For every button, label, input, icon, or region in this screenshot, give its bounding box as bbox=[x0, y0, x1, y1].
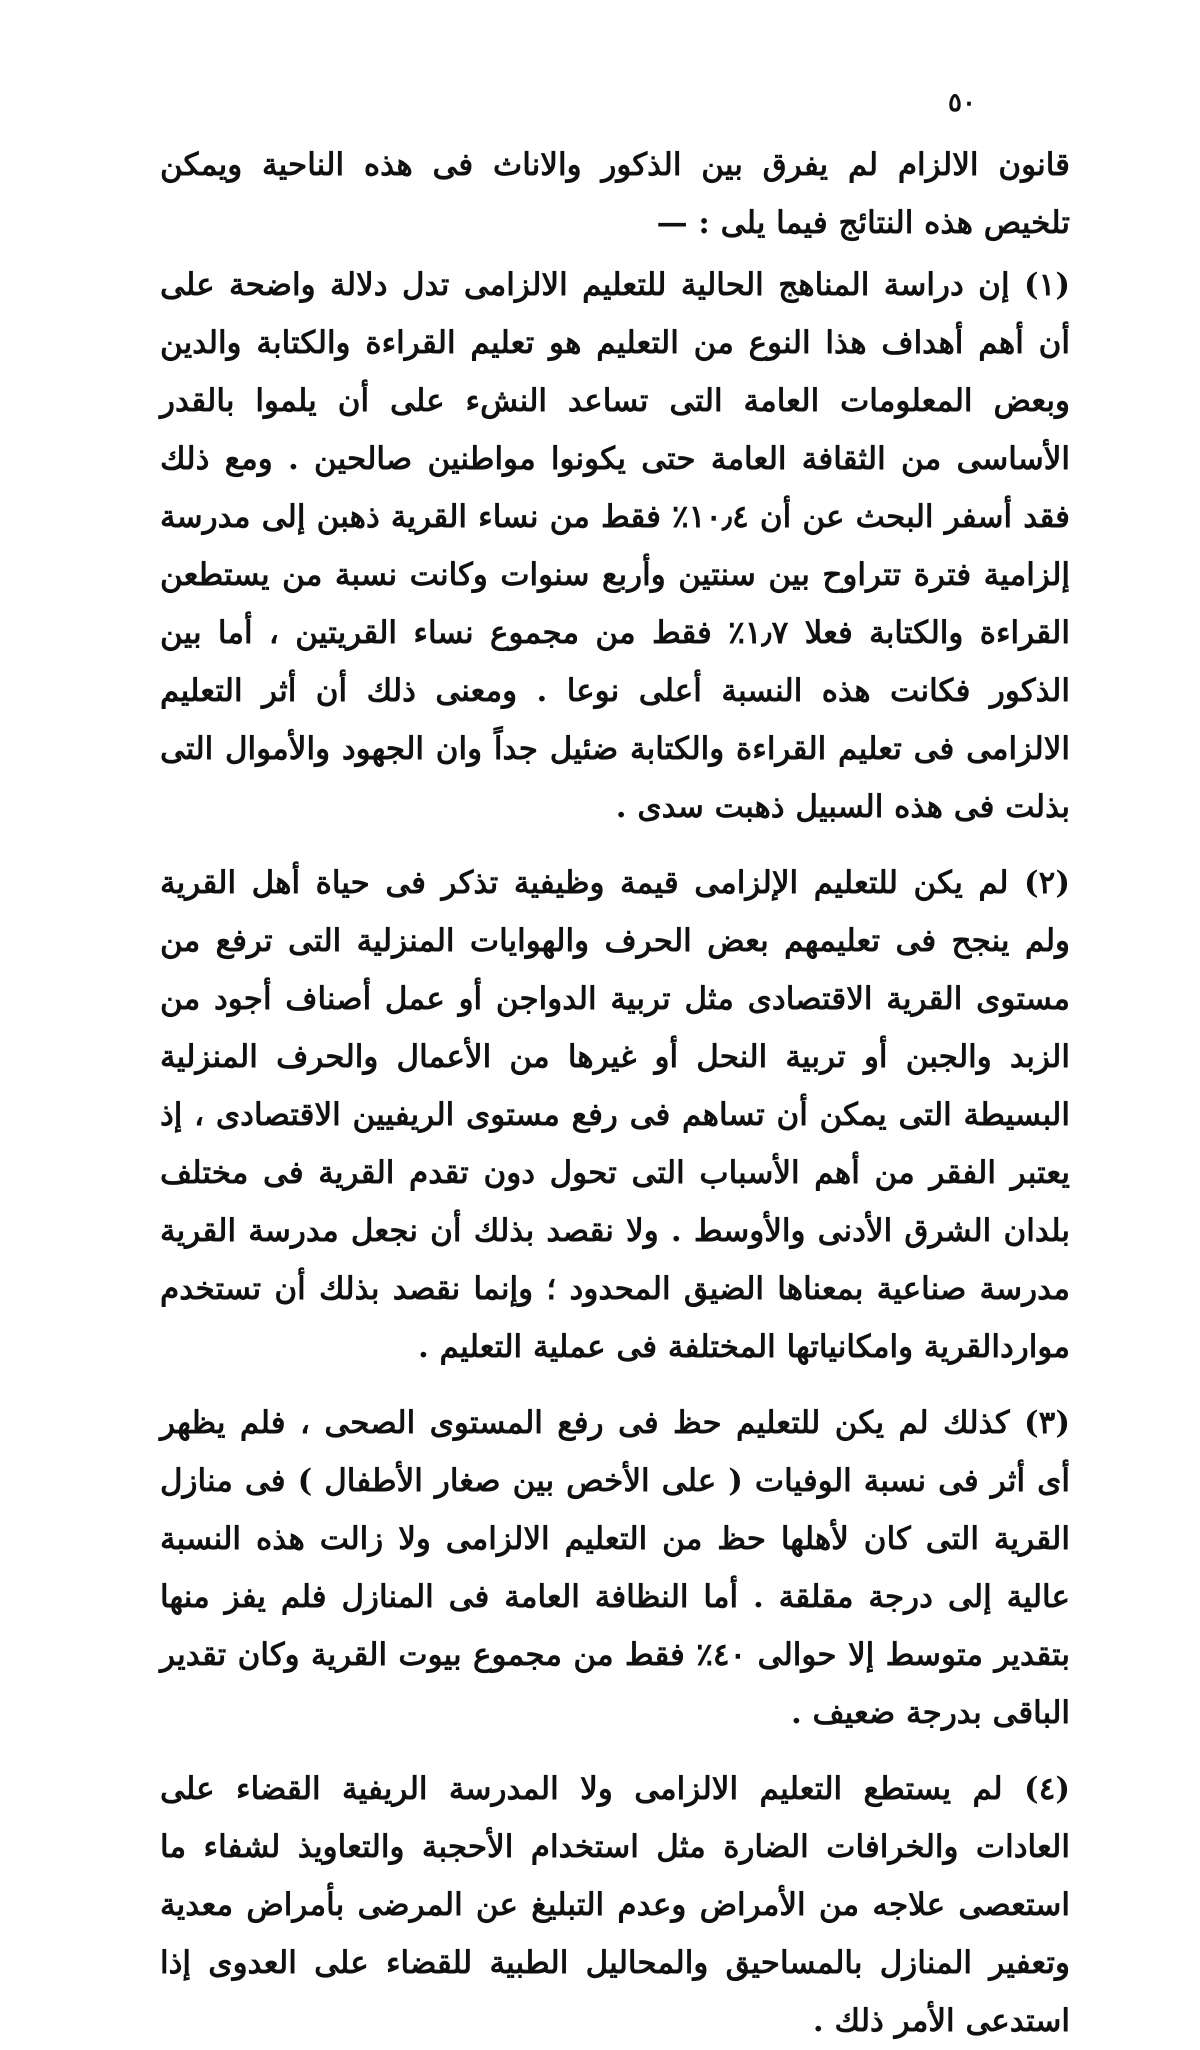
paragraph-text: كذلك لم يكن للتعليم حظ فى رفع المستوى الصحى ، فلم يظهر أى أثر فى نسبة الوفيات ( على الأخص بين صغار الأطفال ) فى منازل القرية التى كان لأهلها حظ من التعليم الالزامى ولا زالت هذه النسبة عالية إلى درجة مقلقة . أما النظافة العامة فى المنازل فلم يفز منها بتقدير متوسط إلا حوالى ٤٠٪ فقط من مجموع بيوت القرية وكان تقدير الباقى بدرجة ضعيف . bbox=[160, 1405, 1070, 1731]
paragraph-3 bbox=[160, 1394, 1070, 1742]
paragraph-intro bbox=[160, 136, 1070, 252]
paragraph-4 bbox=[160, 1760, 1070, 2050]
paragraph-number: (٢) bbox=[1024, 865, 1070, 901]
paragraph-text: إن دراسة المناهج الحالية للتعليم الالزامى تدل دلالة واضحة على أن أهم أهداف هذا النوع من التعليم هو تعليم القراءة والكتابة والدين وبعض المعلومات العامة التى تساعد النشء على أن يلموا بالقدر الأساسى من الثقافة العامة حتى يكونوا مواطنين صالحين . ومع ذلك فقد أسفر البحث عن أن ١٠٫٤٪ فقط من نساء القرية ذهبن إلى مدرسة إلزامية فترة تتراوح بين سنتين وأربع سنوات وكانت نسبة من يستطعن القراءة والكتابة فعلا ١٫٧٪ فقط من مجموع نساء القريتين ، أما بين الذكور فكانت هذه النسبة أعلى نوعا . ومعنى ذلك أن أثر التعليم الالزامى فى تعليم القراءة والكتابة ضئيل جداً وان الجهود والأموال التى بذلت فى هذه السبيل ذهبت سدى . bbox=[160, 267, 1070, 825]
paragraph-number: (١) bbox=[1024, 267, 1070, 303]
paragraph-text: لم يستطع التعليم الالزامى ولا المدرسة الريفية القضاء على العادات والخرافات الضارة مثل استخدام الأحجبة والتعاويذ لشفاء ما استعصى علاجه من الأمراض وعدم التبليغ عن المرضى بأمراض معدية وتعفير المنازل بالمساحيق والمحاليل الطبية للقضاء على العدوى إذا استدعى الأمر ذلك . bbox=[160, 1771, 1070, 2039]
paragraph-text: قانون الالزام لم يفرق بين الذكور والاناث فى هذه الناحية ويمكن تلخيص هذه النتائج فيما يلى : — bbox=[160, 147, 1070, 241]
paragraph-2 bbox=[160, 854, 1070, 1376]
paragraph-text: لم يكن للتعليم الإلزامى قيمة وظيفية تذكر فى حياة أهل القرية ولم ينجح فى تعليمهم بعض الحرف والهوايات المنزلية التى ترفع من مستوى القرية الاقتصادى مثل تربية الدواجن أو عمل أصناف أجود من الزبد والجبن أو تربية النحل أو غيرها من الأعمال والحرف المنزلية البسيطة التى يمكن أن تساهم فى رفع مستوى الريفيين الاقتصادى ، إذ يعتبر الفقر من أهم الأسباب التى تحول دون تقدم القرية فى مختلف بلدان الشرق الأدنى والأوسط . ولا نقصد بذلك أن نجعل مدرسة القرية مدرسة صناعية بمعناها الضيق المحدود ؛ وإنما نقصد بذلك أن تستخدم مواردالقرية وامكانياتها المختلفة فى عملية التعليم . bbox=[160, 865, 1070, 1365]
page-number: ٥٠ bbox=[948, 88, 976, 118]
paragraph-1 bbox=[160, 256, 1070, 836]
paragraph-number: (٣) bbox=[1024, 1405, 1070, 1441]
text-block bbox=[160, 136, 1070, 2050]
paragraph-number: (٤) bbox=[1024, 1771, 1071, 1807]
